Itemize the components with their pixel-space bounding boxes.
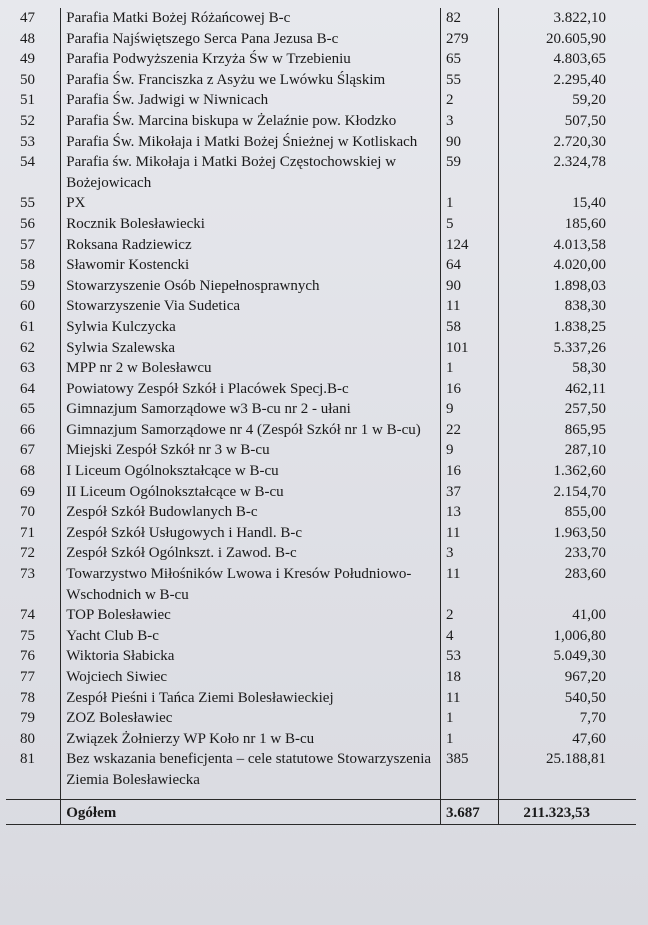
row-amount: 47,60: [499, 729, 636, 750]
row-name: Wojciech Siwiec: [61, 667, 441, 688]
row-amount: 1,006,80: [499, 626, 636, 647]
table-row: [6, 317, 636, 338]
total-number-cell: [6, 799, 61, 825]
row-number: 54: [20, 154, 35, 171]
row-number: 52: [20, 112, 35, 129]
row-name: Związek Żołnierzy WP Koło nr 1 w B-cu: [61, 729, 441, 750]
row-amount: 855,00: [499, 502, 636, 523]
row-count: 22: [441, 420, 499, 441]
row-name: Parafia św. Mikołaja i Matki Bożej Częstochowskiej w Bożejowicach: [61, 152, 441, 193]
row-number: 55: [20, 195, 35, 212]
spacer-cell: [6, 791, 61, 800]
row-amount: 462,11: [499, 379, 636, 400]
table-row: [6, 605, 636, 626]
row-name: Miejski Zespół Szkół nr 3 w B-cu: [61, 440, 441, 461]
row-name: Parafia Św. Mikołaja i Matki Bożej Śnieżnej w Kotliskach: [61, 132, 441, 153]
row-number: 67: [20, 442, 35, 459]
row-count: 90: [441, 132, 499, 153]
row-count: 82: [441, 8, 499, 29]
row-name: Sławomir Kostencki: [61, 255, 441, 276]
row-name: Gimnazjum Samorządowe w3 B-cu nr 2 - ułani: [61, 399, 441, 420]
row-amount: 4.013,58: [499, 235, 636, 256]
row-number: 66: [20, 421, 35, 438]
row-name: TOP Bolesławiec: [61, 605, 441, 626]
row-amount: 3.822,10: [499, 8, 636, 29]
row-number: 73: [20, 566, 35, 583]
table-row: [6, 399, 636, 420]
row-name: Roksana Radziewicz: [61, 235, 441, 256]
row-count: 101: [441, 338, 499, 359]
row-name: Zespół Szkół Ogólnkszt. i Zawod. B-c: [61, 543, 441, 564]
row-amount: 233,70: [499, 543, 636, 564]
table-row: [6, 358, 636, 379]
row-amount: 865,95: [499, 420, 636, 441]
row-count: 124: [441, 235, 499, 256]
row-name: Zespół Szkół Usługowych i Handl. B-c: [61, 523, 441, 544]
table-row: [6, 523, 636, 544]
row-count: 2: [441, 605, 499, 626]
row-number: 62: [20, 339, 35, 356]
table-row: [6, 193, 636, 214]
row-count: 64: [441, 255, 499, 276]
row-count: 11: [441, 296, 499, 317]
row-amount: 2.324,78: [499, 152, 636, 193]
row-number: 47: [20, 10, 35, 26]
row-amount: 25.188,81: [499, 749, 636, 790]
row-number: 50: [20, 71, 35, 88]
row-number: 61: [20, 318, 35, 335]
row-amount: 4.803,65: [499, 49, 636, 70]
row-name: Sylwia Kulczycka: [61, 317, 441, 338]
row-count: 65: [441, 49, 499, 70]
row-number: 78: [20, 689, 35, 706]
row-name: Parafia Św. Jadwigi w Niwnicach: [61, 90, 441, 111]
row-amount: 20.605,90: [499, 29, 636, 50]
row-count: 5: [441, 214, 499, 235]
table-row: [6, 132, 636, 153]
table-row: [6, 543, 636, 564]
row-amount: 287,10: [499, 440, 636, 461]
spacer-cell: [61, 791, 441, 800]
row-count: 4: [441, 626, 499, 647]
row-amount: 41,00: [499, 605, 636, 626]
row-amount: 257,50: [499, 399, 636, 420]
row-name: Zespół Szkół Budowlanych B-c: [61, 502, 441, 523]
table-row: [6, 667, 636, 688]
spacer-cell: [499, 791, 636, 800]
table-row: [6, 8, 636, 29]
row-count: 90: [441, 276, 499, 297]
row-number: 76: [20, 648, 35, 665]
table-body: [6, 8, 636, 825]
row-count: 1: [441, 193, 499, 214]
table-row: [6, 49, 636, 70]
row-name: Bez wskazania beneficjenta – cele statutowe Stowarzyszenia Ziemia Bolesławiecka: [61, 749, 441, 790]
row-count: 55: [441, 70, 499, 91]
row-name: II Liceum Ogólnokształcące w B-cu: [61, 482, 441, 503]
row-count: 18: [441, 667, 499, 688]
table-row: [6, 111, 636, 132]
row-count: 11: [441, 688, 499, 709]
row-count: 3: [441, 543, 499, 564]
row-count: 13: [441, 502, 499, 523]
row-amount: 507,50: [499, 111, 636, 132]
table-row: [6, 646, 636, 667]
row-name: Stowarzyszenie Osób Niepełnosprawnych: [61, 276, 441, 297]
row-name: Parafia Św. Marcina biskupa w Żelaźnie pow. Kłodzko: [61, 111, 441, 132]
row-count: 11: [441, 523, 499, 544]
row-name: Rocznik Bolesławiecki: [61, 214, 441, 235]
row-amount: 283,60: [499, 564, 636, 605]
table-row: [6, 235, 636, 256]
row-count: 16: [441, 461, 499, 482]
row-amount: 2.154,70: [499, 482, 636, 503]
row-count: 279: [441, 29, 499, 50]
total-label: Ogółem: [61, 799, 441, 825]
row-count: 16: [441, 379, 499, 400]
row-amount: 4.020,00: [499, 255, 636, 276]
row-name: ZOZ Bolesławiec: [61, 708, 441, 729]
row-number: 58: [20, 257, 35, 274]
row-amount: 15,40: [499, 193, 636, 214]
row-number: 48: [20, 30, 35, 47]
row-count: 11: [441, 564, 499, 605]
row-amount: 59,20: [499, 90, 636, 111]
row-count: 385: [441, 749, 499, 790]
row-name: Parafia Św. Franciszka z Asyżu we Lwówku Śląskim: [61, 70, 441, 91]
table-row: [6, 296, 636, 317]
row-number: 57: [20, 236, 35, 253]
row-name: MPP nr 2 w Bolesławcu: [61, 358, 441, 379]
table-row: [6, 152, 636, 193]
table-row: [6, 502, 636, 523]
table-row: [6, 461, 636, 482]
table-row: [6, 255, 636, 276]
row-name: Parafia Matki Bożej Różańcowej B-c: [61, 8, 441, 29]
table-row: [6, 708, 636, 729]
table-row: [6, 482, 636, 503]
row-number: 63: [20, 360, 35, 377]
row-name: Zespół Pieśni i Tańca Ziemi Bolesławieckiej: [61, 688, 441, 709]
row-count: 2: [441, 90, 499, 111]
row-amount: 838,30: [499, 296, 636, 317]
row-name: PX: [61, 193, 441, 214]
row-name: I Liceum Ogólnokształcące w B-cu: [61, 461, 441, 482]
row-count: 53: [441, 646, 499, 667]
row-amount: 1.362,60: [499, 461, 636, 482]
row-count: 9: [441, 399, 499, 420]
table-row: [6, 90, 636, 111]
row-number: 70: [20, 504, 35, 521]
row-name: Sylwia Szalewska: [61, 338, 441, 359]
spacer-row: [6, 791, 636, 800]
row-amount: 540,50: [499, 688, 636, 709]
total-count: 3.687: [441, 799, 499, 825]
table-row: [6, 276, 636, 297]
table-row: [6, 70, 636, 91]
row-count: 9: [441, 440, 499, 461]
row-name: Yacht Club B-c: [61, 626, 441, 647]
row-amount: 1.898,03: [499, 276, 636, 297]
row-count: 1: [441, 708, 499, 729]
row-number: 51: [20, 92, 35, 109]
row-number: 74: [20, 607, 35, 624]
row-amount: 5.337,26: [499, 338, 636, 359]
beneficiary-table: [6, 8, 636, 825]
table-row: [6, 29, 636, 50]
row-number: 69: [20, 483, 35, 500]
row-number: 53: [20, 133, 35, 150]
row-name: Stowarzyszenie Via Sudetica: [61, 296, 441, 317]
total-row: [6, 799, 636, 825]
row-number: 79: [20, 710, 35, 727]
table-row: [6, 626, 636, 647]
spacer-cell: [441, 791, 499, 800]
row-number: 72: [20, 545, 35, 562]
row-count: 59: [441, 152, 499, 193]
row-amount: 1.838,25: [499, 317, 636, 338]
row-amount: 1.963,50: [499, 523, 636, 544]
row-number: 80: [20, 730, 35, 747]
row-number: 68: [20, 463, 35, 480]
table-row: [6, 688, 636, 709]
row-amount: 5.049,30: [499, 646, 636, 667]
row-count: 58: [441, 317, 499, 338]
row-number: 49: [20, 51, 35, 68]
table-row: [6, 379, 636, 400]
table-row: [6, 214, 636, 235]
row-name: Powiatowy Zespół Szkół i Placówek Specj.B-c: [61, 379, 441, 400]
row-number: 60: [20, 298, 35, 315]
total-amount: 211.323,53: [499, 799, 636, 825]
row-amount: 58,30: [499, 358, 636, 379]
row-number: 81: [20, 751, 35, 768]
row-name: Parafia Podwyższenia Krzyża Św w Trzebieniu: [61, 49, 441, 70]
table-row: [6, 440, 636, 461]
table-row: [6, 749, 636, 790]
row-number: 59: [20, 277, 35, 294]
table-row: [6, 564, 636, 605]
table-row: [6, 338, 636, 359]
row-number: 75: [20, 627, 35, 644]
row-name: Wiktoria Słabicka: [61, 646, 441, 667]
row-name: Towarzystwo Miłośników Lwowa i Kresów Południowo-Wschodnich w B-cu: [61, 564, 441, 605]
row-count: 1: [441, 729, 499, 750]
row-number: 65: [20, 401, 35, 418]
row-count: 3: [441, 111, 499, 132]
row-name: Gimnazjum Samorządowe nr 4 (Zespół Szkół nr 1 w B-cu): [61, 420, 441, 441]
row-amount: 967,20: [499, 667, 636, 688]
row-amount: 2.720,30: [499, 132, 636, 153]
row-number: 56: [20, 215, 35, 232]
row-amount: 2.295,40: [499, 70, 636, 91]
row-number: 77: [20, 669, 35, 685]
table-row: [6, 420, 636, 441]
row-count: 1: [441, 358, 499, 379]
table-row: [6, 729, 636, 750]
row-number: 71: [20, 524, 35, 541]
row-number: 64: [20, 380, 35, 397]
row-count: 37: [441, 482, 499, 503]
row-name: Parafia Najświętszego Serca Pana Jezusa B-c: [61, 29, 441, 50]
row-amount: 7,70: [499, 708, 636, 729]
row-amount: 185,60: [499, 214, 636, 235]
